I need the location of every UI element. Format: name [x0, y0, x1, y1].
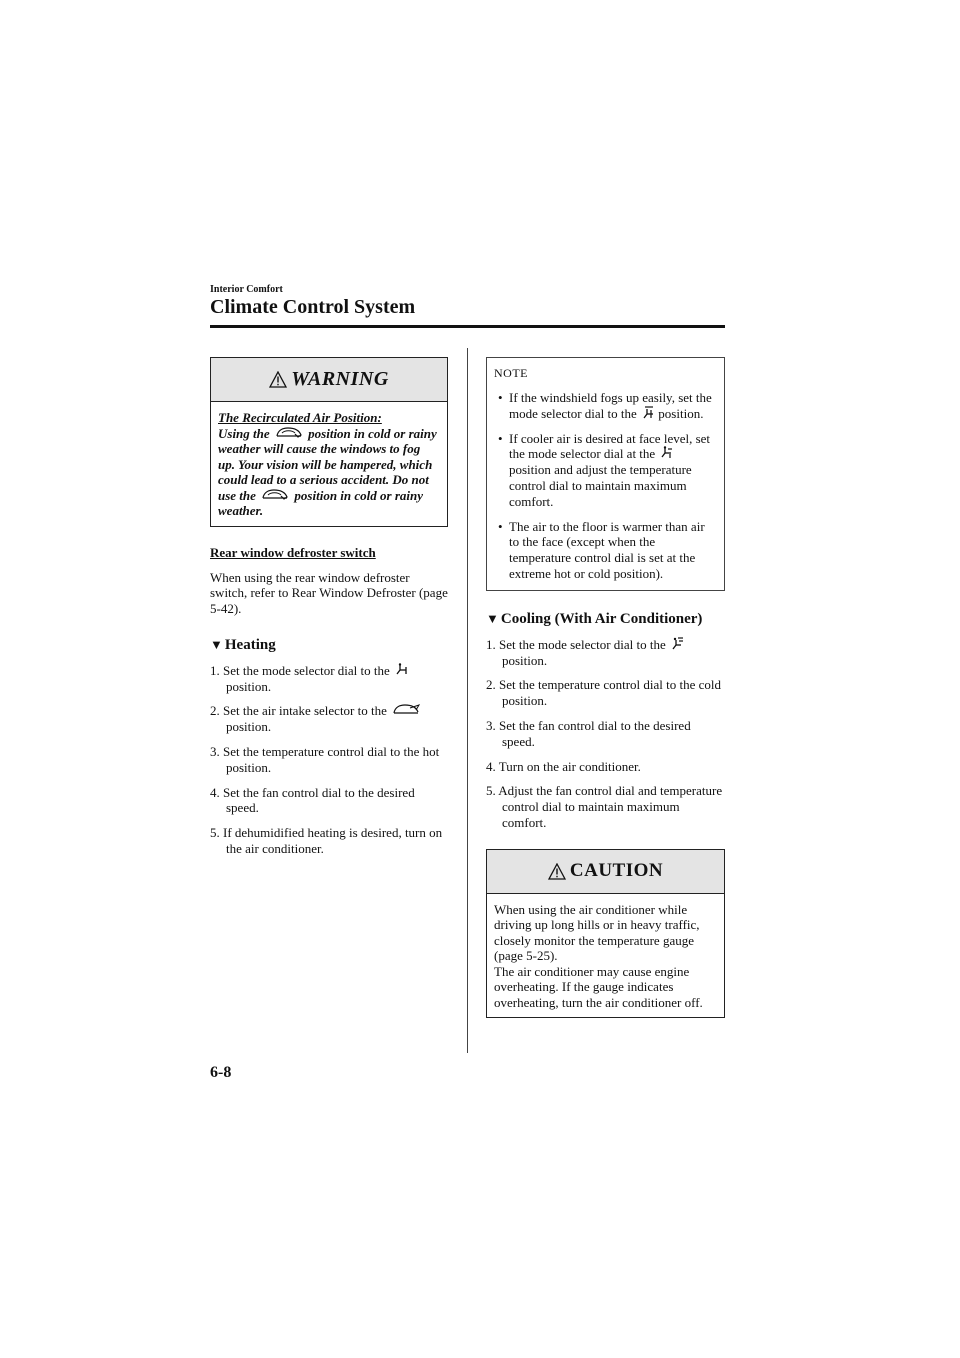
caution-header	[487, 850, 724, 894]
list-item: 1. Set the mode selector dial to the position.	[486, 637, 725, 669]
rear-defroster-text: When using the rear window defroster switch, refer to Rear Window Defroster (page 5-42).	[210, 569, 448, 617]
list-item: 3. Set the fan control dial to the desired speed.	[486, 717, 691, 749]
warning-title: WARNING	[291, 368, 389, 390]
caution-body	[487, 894, 724, 1018]
list-item: • The air to the floor is warmer than air to the face (except when the temperature control dial is set at the extreme hot or cold position).	[494, 519, 717, 582]
cooling-steps	[486, 637, 725, 831]
caution-text-2: The air conditioner may cause engine overheating. If the gauge indicates overheating, turn the air conditioner off.	[494, 963, 703, 1010]
list-item: 5. If dehumidified heating is desired, turn on the air conditioner.	[210, 825, 443, 857]
page-title: Climate Control System	[210, 296, 416, 318]
left-column	[210, 357, 448, 866]
warning-text-c: position in cold or rainy weather.	[218, 487, 423, 518]
list-item: 4. Set the fan control dial to the desired speed.	[210, 784, 415, 816]
bi-level-mode-icon	[661, 446, 673, 459]
heating-heading	[210, 637, 448, 654]
note-list	[494, 390, 717, 582]
list-item: 5. Adjust the fan control dial and temperature control dial to maintain maximum comfort.	[486, 783, 723, 830]
list-item: 2. Set the air intake selector to the position.	[210, 703, 448, 735]
cooling-heading	[486, 611, 725, 628]
outside-air-icon	[392, 703, 420, 717]
cooling-heading-text: Cooling (With Air Conditioner)	[500, 610, 703, 627]
page-number: 6-8	[210, 1064, 232, 1081]
list-item: 2. Set the temperature control dial to the cold position.	[486, 677, 722, 709]
rear-defroster-heading: Rear window defroster switch	[210, 544, 376, 560]
warning-text-b: position in cold or rainy weather will cause the windows to fog up. Your vision will be hampered, which could lead to a serious accident. Do not use the	[218, 425, 437, 503]
caution-box	[486, 849, 725, 1019]
title-rule	[210, 325, 725, 328]
floor-mode-icon	[396, 663, 408, 676]
triangle-bullet-icon: ▼	[210, 637, 223, 653]
floor-defrost-mode-icon	[643, 406, 655, 419]
warning-text	[218, 426, 440, 519]
list-item: • If the windshield fogs up easily, set the mode selector dial to the position.	[494, 390, 717, 422]
caution-text-1: When using the air conditioner while driving up long hills or in heavy traffic, closely monitor the temperature gauge (page 5-25).	[494, 901, 700, 964]
warning-triangle-icon	[269, 371, 287, 388]
warning-subtitle: The Recirculated Air Position:	[218, 410, 382, 425]
heating-heading-text: Heating	[224, 636, 276, 653]
section-label: Interior Comfort	[210, 284, 283, 295]
list-item: 1. Set the mode selector dial to the position.	[210, 663, 448, 695]
list-item: 4. Turn on the air conditioner.	[486, 758, 641, 774]
note-label: NOTE	[494, 366, 528, 380]
recirculated-air-icon	[261, 488, 289, 502]
warning-box	[210, 357, 448, 527]
warning-body	[211, 402, 447, 526]
list-item: 3. Set the temperature control dial to the hot position.	[210, 744, 440, 775]
note-box	[486, 357, 725, 591]
list-item: • If cooler air is desired at face level, set the mode selector dial at the position and adjust the temperature control dial to maintain maximum comfort.	[494, 431, 717, 510]
recirculated-air-icon	[275, 426, 303, 440]
triangle-bullet-icon: ▼	[486, 611, 499, 627]
right-column	[486, 357, 725, 1018]
caution-title: CAUTION	[569, 860, 664, 882]
column-divider	[467, 348, 468, 1053]
warning-triangle-icon	[548, 863, 566, 880]
warning-text-a: Using the	[218, 425, 270, 441]
face-mode-icon	[672, 637, 684, 650]
heating-steps	[210, 663, 448, 857]
warning-header	[211, 358, 447, 402]
